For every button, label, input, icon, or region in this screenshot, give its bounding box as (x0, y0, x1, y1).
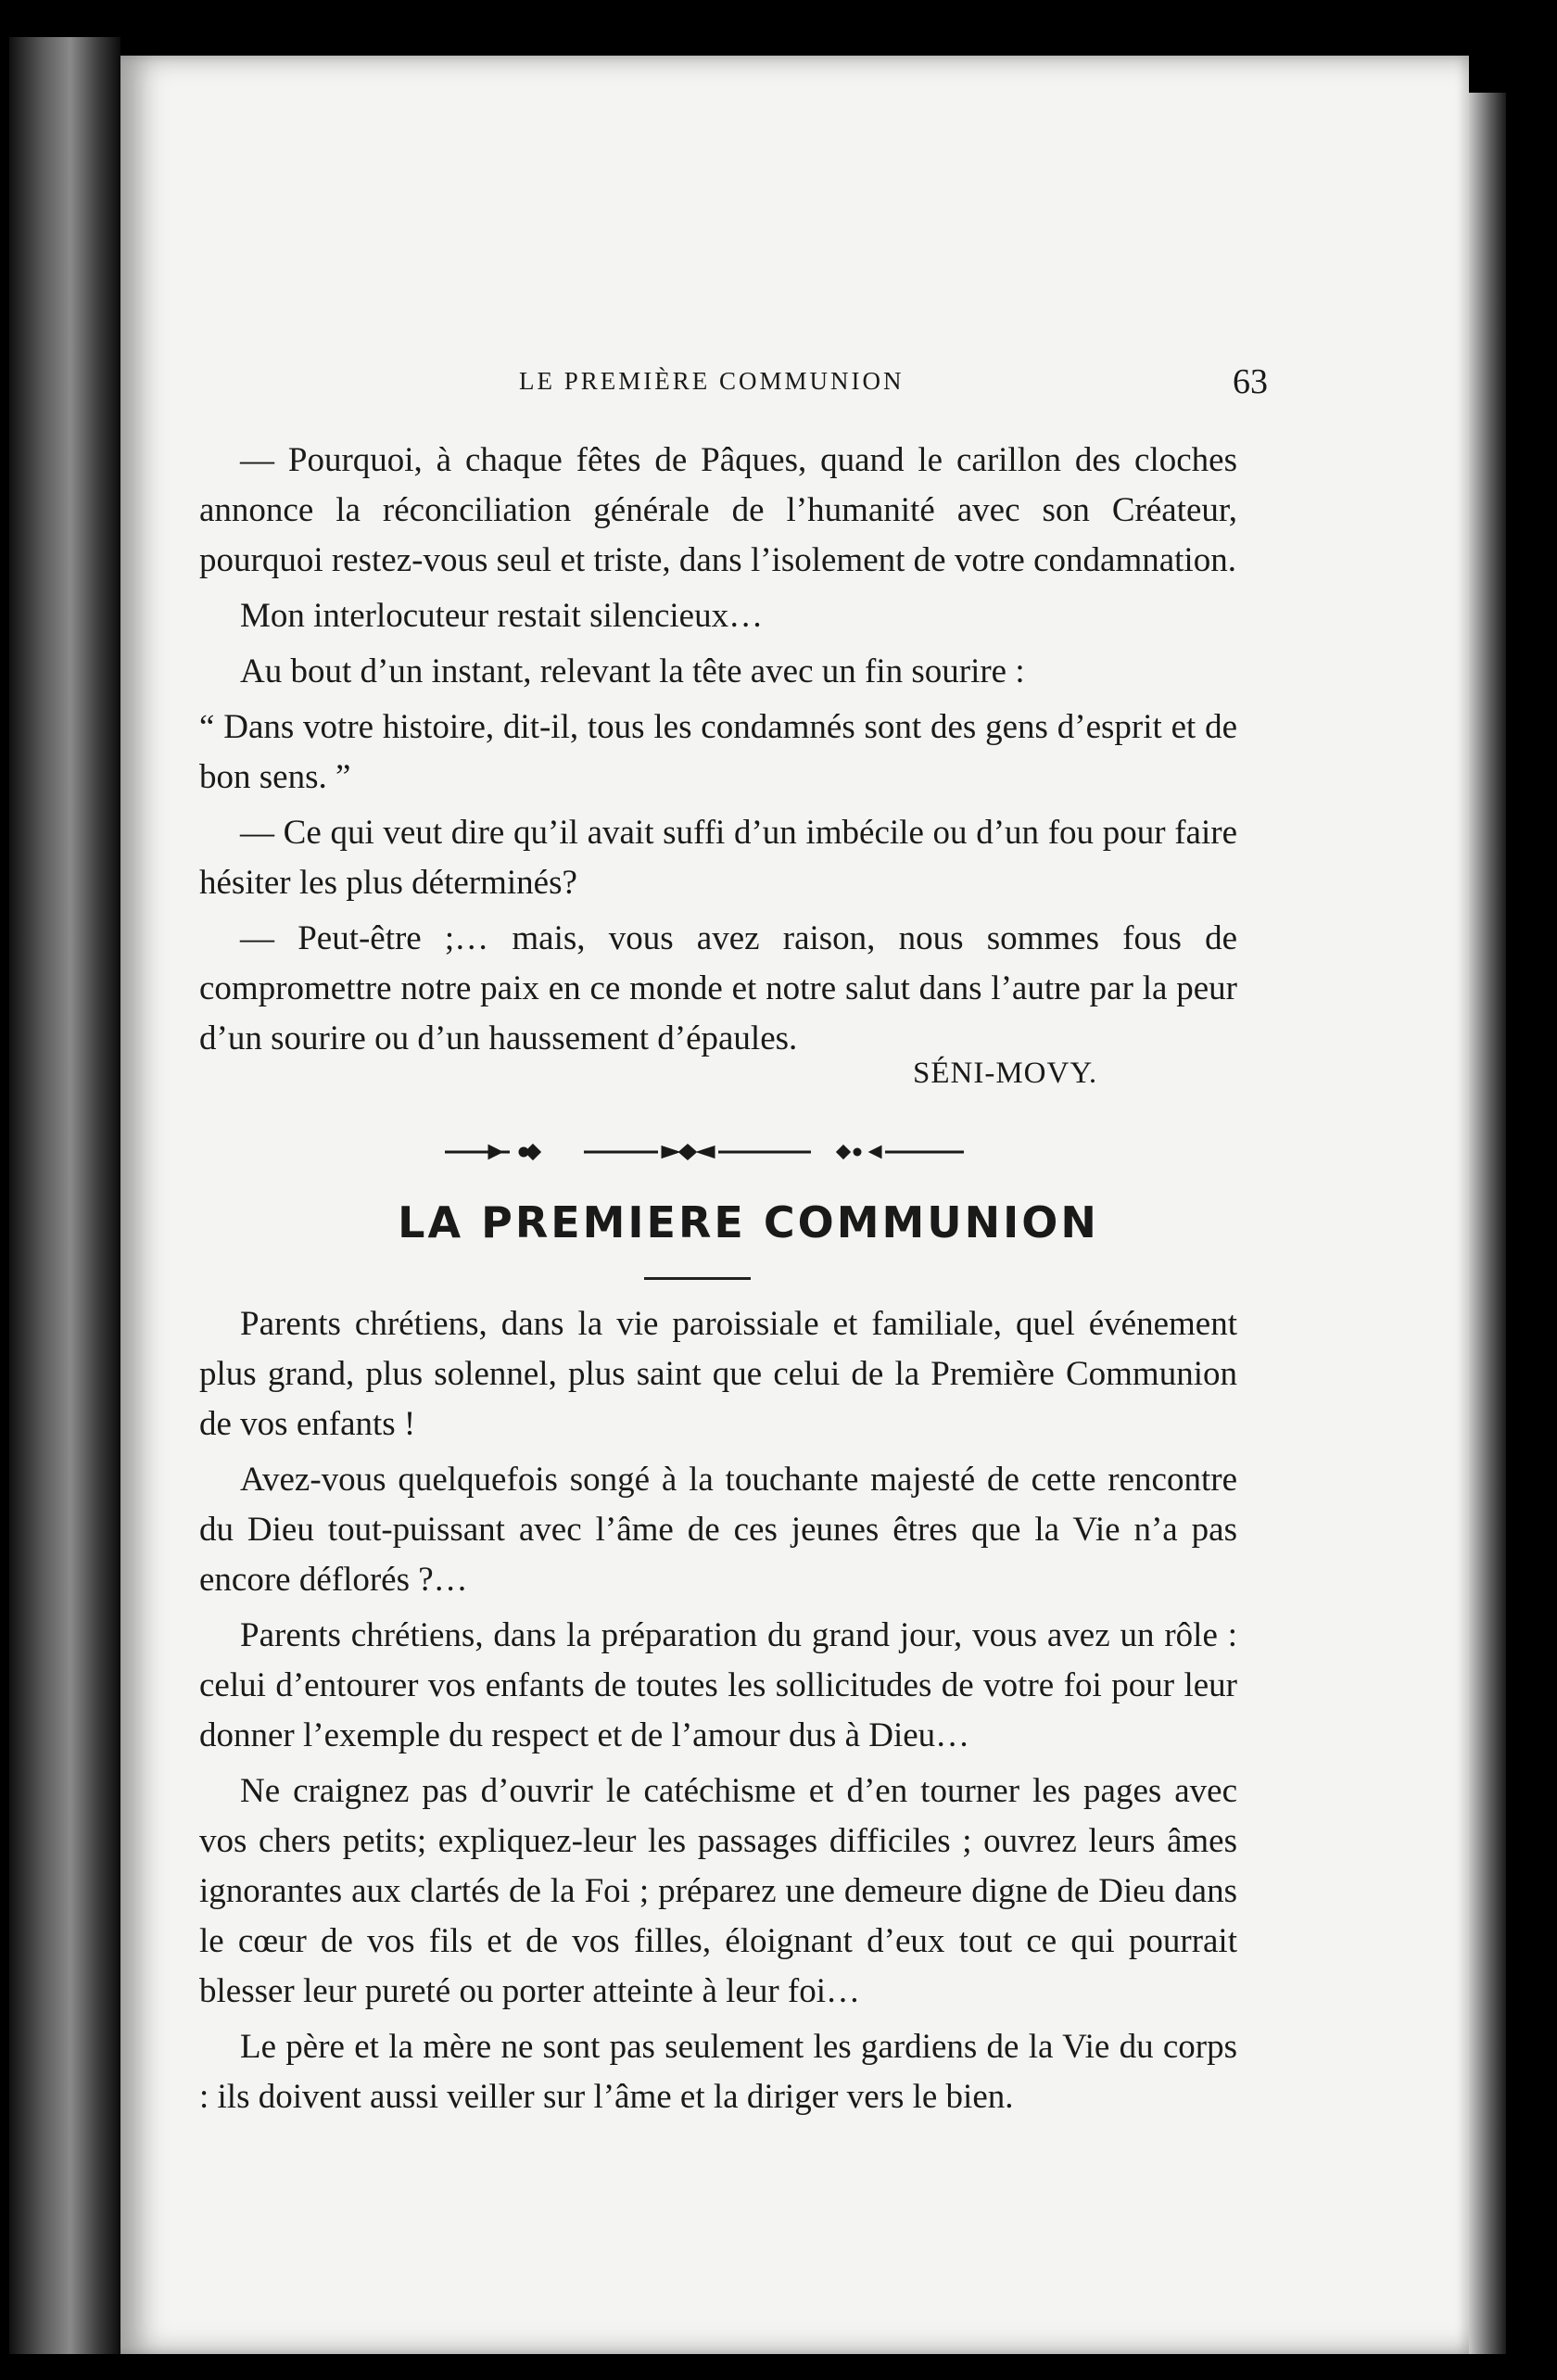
adjacent-page-edge (9, 37, 120, 2354)
communion-section (199, 1299, 1237, 2128)
running-head: LE PREMIÈRE COMMUNION (519, 367, 905, 395)
paragraph: Mon interlocuteur restait silencieux… (240, 597, 764, 635)
paragraph: Au bout d’un instant, relevant la tête avec un fin sourire : (240, 652, 1025, 690)
paragraph: Ne craignez pas d’ouvrir le catéchisme et d’en tourner les pages avec vos chers petits; expliquez-leur les passages difficiles ; ouvrez leurs âmes ignorantes aux clartés de la Foi ; préparez une demeure digne de Dieu dans le cœur de vos fils et de vos filles, éloignant d’eux tout ce qui pourrait blesser leur pureté ou porter atteinte à leur foi… (199, 1772, 1237, 2010)
author-signature: SÉNI-MOVY. (913, 1057, 1098, 1090)
section-title: LA PREMIERE COMMUNION (398, 1197, 1099, 1247)
paragraph: “ Dans votre histoire, dit-il, tous les condamnés sont des gens d’esprit et de bon sens. ” (199, 708, 1237, 796)
page-number: 63 (1233, 362, 1268, 401)
dialogue-section (199, 436, 1237, 1070)
paragraph: Parents chrétiens, dans la vie paroissiale et familiale, quel événement plus grand, plus solennel, plus saint que celui de la Première Communion de vos enfants ! (199, 1305, 1237, 1443)
book-page (120, 56, 1469, 2354)
ornamental-divider (445, 1138, 964, 1166)
title-underline (644, 1277, 751, 1280)
paragraph: — Pourquoi, à chaque fêtes de Pâques, quand le carillon des cloches annonce la réconciliation générale de l’humanité avec son Créateur, pourquoi restez-vous seul et triste, dans l’isolement de votre condamnation. (199, 441, 1237, 579)
paragraph: Le père et la mère ne sont pas seulement les gardiens de la Vie du corps : ils doivent aussi veiller sur l’âme et la diriger vers le bien. (199, 2028, 1237, 2116)
page-right-edge (1469, 93, 1506, 2354)
page-header (120, 361, 1469, 417)
paragraph: Avez-vous quelquefois songé à la touchante majesté de cette rencontre du Dieu tout-puissant avec l’âme de ces jeunes êtres que la Vie n’a pas encore déflorés ?… (199, 1461, 1237, 1599)
paragraph: — Ce qui veut dire qu’il avait suffi d’un imbécile ou d’un fou pour faire hésiter les plus déterminés? (199, 814, 1237, 902)
paragraph: — Peut-être ;… mais, vous avez raison, nous sommes fous de compromettre notre paix en ce monde et notre salut dans l’autre par la peur d’un sourire ou d’un haussement d’épaules. (199, 919, 1237, 1057)
paragraph: Parents chrétiens, dans la préparation du grand jour, vous avez un rôle : celui d’entourer vos enfants de toutes les sollicitudes de votre foi pour leur donner l’exemple du respect et de l’amour dus à Dieu… (199, 1616, 1237, 1754)
